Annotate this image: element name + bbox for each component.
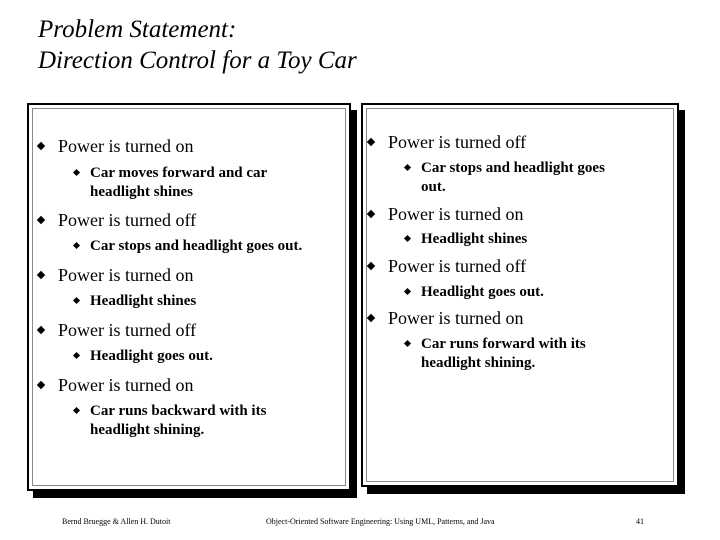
footer-page-number: 41 xyxy=(636,517,644,526)
bullet-text: Power is turned on xyxy=(388,204,524,224)
slide-title xyxy=(38,14,357,76)
sub-bullet-line-2: out. xyxy=(421,179,446,195)
bullet-text: Power is turned off xyxy=(58,320,197,340)
sub-bullet-line-1: Car stops and headlight goes out. xyxy=(90,238,303,254)
bullet-text: Power is turned on xyxy=(58,136,194,156)
bullet-text: Power is turned off xyxy=(58,210,197,230)
footer-authors: Bernd Bruegge & Allen H. Dutoit xyxy=(62,517,171,526)
title-line-1: Problem Statement: xyxy=(38,16,237,43)
sub-bullet-line-2: headlight shining. xyxy=(90,422,205,438)
sub-bullet-line-1: Headlight shines xyxy=(421,231,528,247)
sub-bullet-line-1: Car runs backward with its xyxy=(90,403,267,419)
title-line-2: Direction Control for a Toy Car xyxy=(38,47,357,74)
sub-bullet-line-2: headlight shining. xyxy=(421,355,536,371)
bullet-text: Power is turned on xyxy=(58,265,194,285)
bullet-text: Power is turned on xyxy=(388,308,524,328)
sub-bullet-line-1: Headlight goes out. xyxy=(421,284,544,300)
bullet-text: Power is turned off xyxy=(388,256,527,276)
sub-bullet-line-2: headlight shines xyxy=(90,184,193,200)
bullet-text: Power is turned on xyxy=(58,375,194,395)
sub-bullet-line-1: Car moves forward and car xyxy=(90,165,268,181)
bullet-text: Power is turned off xyxy=(388,132,527,152)
sub-bullet-line-1: Car runs forward with its xyxy=(421,336,586,352)
sub-bullet-line-1: Headlight goes out. xyxy=(90,348,213,364)
sub-bullet-line-1: Headlight shines xyxy=(90,293,197,309)
sub-bullet-line-1: Car stops and headlight goes xyxy=(421,160,605,176)
footer-book-title: Object-Oriented Software Engineering: Using UML, Patterns, and Java xyxy=(266,517,495,526)
